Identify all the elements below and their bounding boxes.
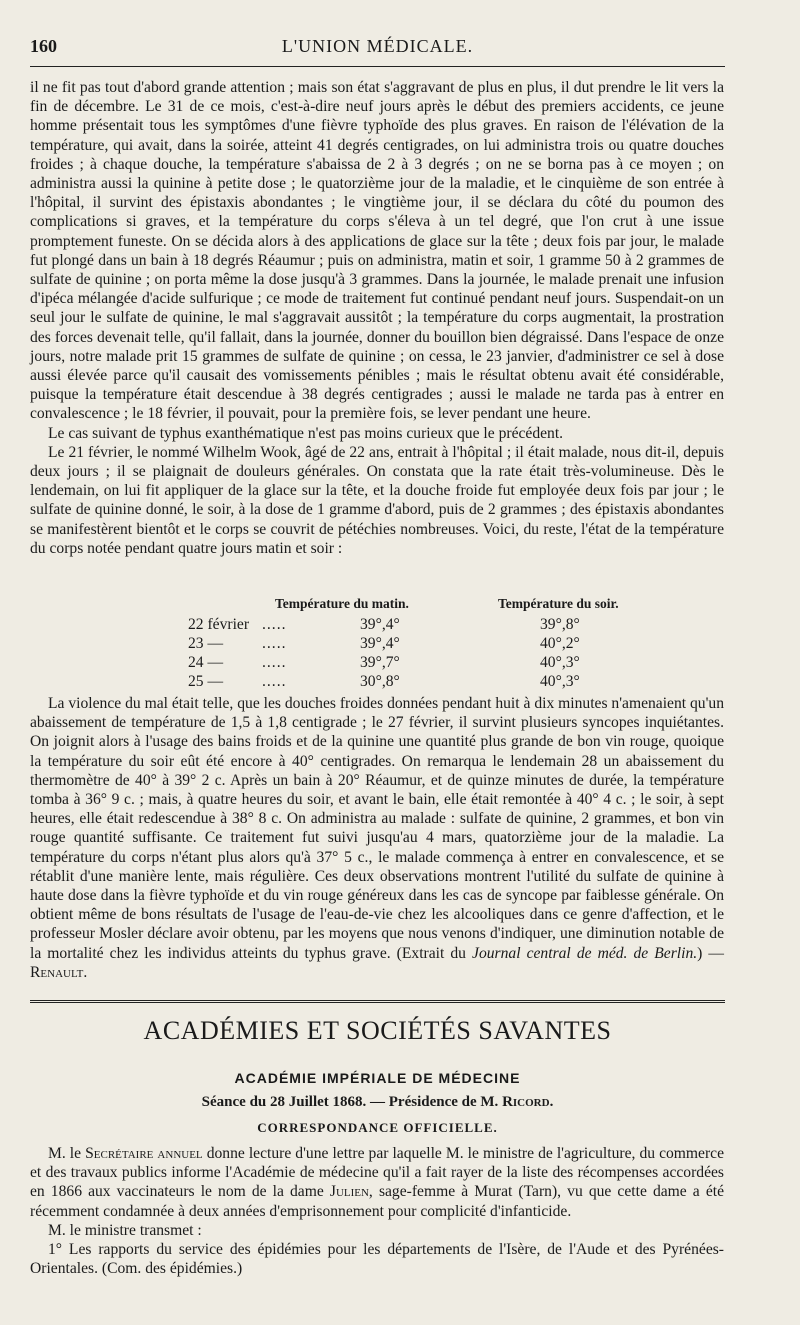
paragraph-case-2: Le 21 février, le nommé Wilhelm Wook, âgé de 22 ans, entrait à l'hôpital ; il était malade, nous dit-il, depuis deux jours ; il se plaignait de douleurs générales. On constata que la rate était très-volumineuse. Dès le lendemain, on lui fit appliquer de la glace sur la tête, et la douche froide fut employée deux fois par jour ; le sulfate de quinine donné, le soir, à la dose de 1 gramme d'abord, puis de 2 grammes ; des épistaxis abondantes se manifestèrent bientôt et le corps se couvrit de pétéchies nombreuses. Voici, du reste, l'état de la température du corps notée pendant quatre jours matin et soir : [30,443,724,557]
row-evening: 39°,8° [540,616,580,633]
paragraph-case-1: il ne fit pas tout d'abord grande attention ; mais son état s'aggravant de plus en plus, il dut prendre le lit vers la fin de décembre. Le 31 de ce mois, c'est-à-dire neuf jours après le début des premiers accidents, ce jeune homme présentait tous les symptômes d'une fièvre typhoïde des plus graves. En raison de l'élévation de la température, qui avait, dans la soirée, atteint 41 degrés centigrades, on lui administra trois ou quatre douches froides ; à chaque douche, la température s'abaissa de 2 à 3 degrés ; on ne se borna pas à ce moyen ; on administra aussi la quinine à petite dose ; le quatorzième jour de la maladie, et le cinquième de son entrée à l'hôpital, il survint des épistaxis abondantes ; le vingtième jour, il se déclara du côté du poumon des complications si graves, et la température du corps s'éleva à un tel degré, que l'on crut à une issue promptement funeste. On se décida alors à des applications de glace sur la tête ; deux fois par jour, le malade fut plongé dans un bain à 18 degrés Réaumur ; puis on administra, matin et soir, 1 gramme 50 à 2 grammes de sulfate de quinine ; on porta même la dose jusqu'à 3 grammes. Dans la journée, le malade prenait une infusion d'ipéca mélangée d'acide sulfurique ; ce mode de traitement fut continué pendant neuf jours. Suspendait-on un seul jour le sulfate de quinine, le mal s'aggravait aussitôt ; la température du corps augmentait, la prostration des forces devenait telle, qu'il fallait, dans la journée, donner du bouillon bien dégraissé. Dans l'espace de onze jours, notre malade prit 15 grammes de sulfate de quinine ; on cessa, le 23 janvier, d'administrer ce sel à dose aussi élevée parce qu'il causait des vomissements pénibles ; mais le résultat obtenu avait été considérable, puisque la température était descendue à 38 degrés centigrades ; aussi le malade ne tarda pas à entrer en convalescence ; le 18 février, il pouvait, pour la première fois, se lever pendant une heure. [30,79,724,423]
row-morning: 39°,7° [360,654,400,671]
row-morning: 30°,8° [360,673,400,690]
author-signature: Renault. [30,963,88,981]
section-title: ACADÉMIES ET SOCIÉTÉS SAVANTES [143,1016,612,1045]
header-evening: Température du soir. [498,596,619,611]
header-rule [30,66,725,67]
row-morning: 39°,4° [360,635,400,652]
secretary-prefix: M. le [48,1145,82,1162]
table-row [30,635,724,655]
seance-line [30,1094,725,1111]
page-number: 160 [30,36,57,56]
journal-title: L'UNION MÉDICALE. [281,36,474,56]
section-divider [30,1000,725,1005]
correspondance-heading: CORRESPONDANCE OFFICIELLE. [257,1120,498,1135]
page-header [30,36,725,66]
row-evening: 40°,3° [540,654,580,671]
row-leader: ..... [262,635,287,652]
secretary-text: donne lecture d'une lettre par laquelle M. le ministre de l'agriculture, du commerce et des travaux publics informe l'Académie de médecine qu'il a fait rayer de la liste des récompenses accordées en 1866 aux vaccinateurs le nom de la dame [30,1145,725,1201]
source-journal: Journal central de méd. de Berlin. [472,944,698,962]
secretary-text-end: sage-femme à Murat (Tarn), vu que cette dame a été récemment condamnée à deux années d'emprisonnement pour complicité d'infanticide. [30,1183,724,1220]
table-row [30,673,724,693]
academy-heading: ACADÉMIE IMPÉRIALE DE MÉDECINE [234,1070,521,1086]
section-text [30,1144,724,1278]
row-day: 25 — [188,673,224,690]
row-leader: ..... [262,673,287,690]
conclusion-text: La violence du mal était telle, que les douches froides données pendant huit à dix minutes n'amenaient qu'un abaissement de température de 1,5 à 1,8 centigrade ; le 27 février, il survint plusieurs syncopes inquiétantes. On joignit alors à l'usage des bains froids et de la quinine une quantité plus grande de bon vin rouge, quoique la température du soir eût été encore à 40° centigrades. On remarqua le lendemain 28 un abaissement du thermomètre de 40° à 39° 2 c. Après un bain à 20° Réaumur, et de quinze minutes de durée, la température tomba à 36° 9 c. ; mais, à quatre heures du soir, et avant le bain, elle était remontée à 40° 4 c. ; le soir, à sept heures, elle était redescendue à 38° 8 c. On administra au malade : sulfate de quinine, 2 grammes, et bon vin rouge quantité suffisante. Ce traitement fut suivi jusqu'au 4 mars, quatorzième jour de la maladie. La température du corps n'étant plus alors qu'à 37° 5 c., le malade commença à entrer en convalescence, et se rétablit d'une manière lente, mais régulière. Ces deux observations montrent l'utilité du sulfate de quinine à haute dose dans la fièvre typhoïde et du vin rouge généreux dans les cas de syncope par faiblesse générale. On obtient même de bons résultats de l'usage de l'eau-de-vie chez les alcooliques dans ce genre d'affection, et le professeur Mosler déclare avoir obtenu, par les moyens que nous venons d'indiquer, une diminution notable de la mortalité chez les individus atteints du typhus grave. (Extrait du [30,695,724,962]
paragraph-reports: 1° Les rapports du service des épidémies pour les départements de l'Isère, de l'Aude et des Pyrénées-Orientales. (Com. des épidémies.) [30,1241,724,1278]
row-morning: 39°,4° [360,616,400,633]
row-leader: ..... [262,654,287,671]
row-day: 24 — [188,654,224,671]
seance-text: Séance du 28 Juillet 1868. — Présidence de M. [201,1094,499,1110]
secretary-role: Secrétaire annuel [85,1145,203,1162]
row-day: 23 — [188,635,224,652]
row-leader: ..... [262,616,287,633]
midwife-name: Julien, [329,1183,373,1201]
row-day: 22 février [188,616,250,633]
header-morning: Température du matin. [275,596,409,611]
table-row [30,654,724,674]
president-name: Ricord. [502,1094,554,1110]
paragraph-conclusion [30,694,724,982]
article-text-top [30,78,724,558]
paragraph-secretary [30,1144,724,1221]
row-evening: 40°,3° [540,673,580,690]
article-text-bottom [30,694,724,982]
source-close: ) — [697,944,724,962]
row-evening: 40°,2° [540,635,580,652]
paragraph-minister: M. le ministre transmet : [48,1221,202,1239]
table-row [30,616,724,636]
paragraph-transition: Le cas suivant de typhus exanthématique n'est pas moins curieux que le précédent. [48,424,564,442]
